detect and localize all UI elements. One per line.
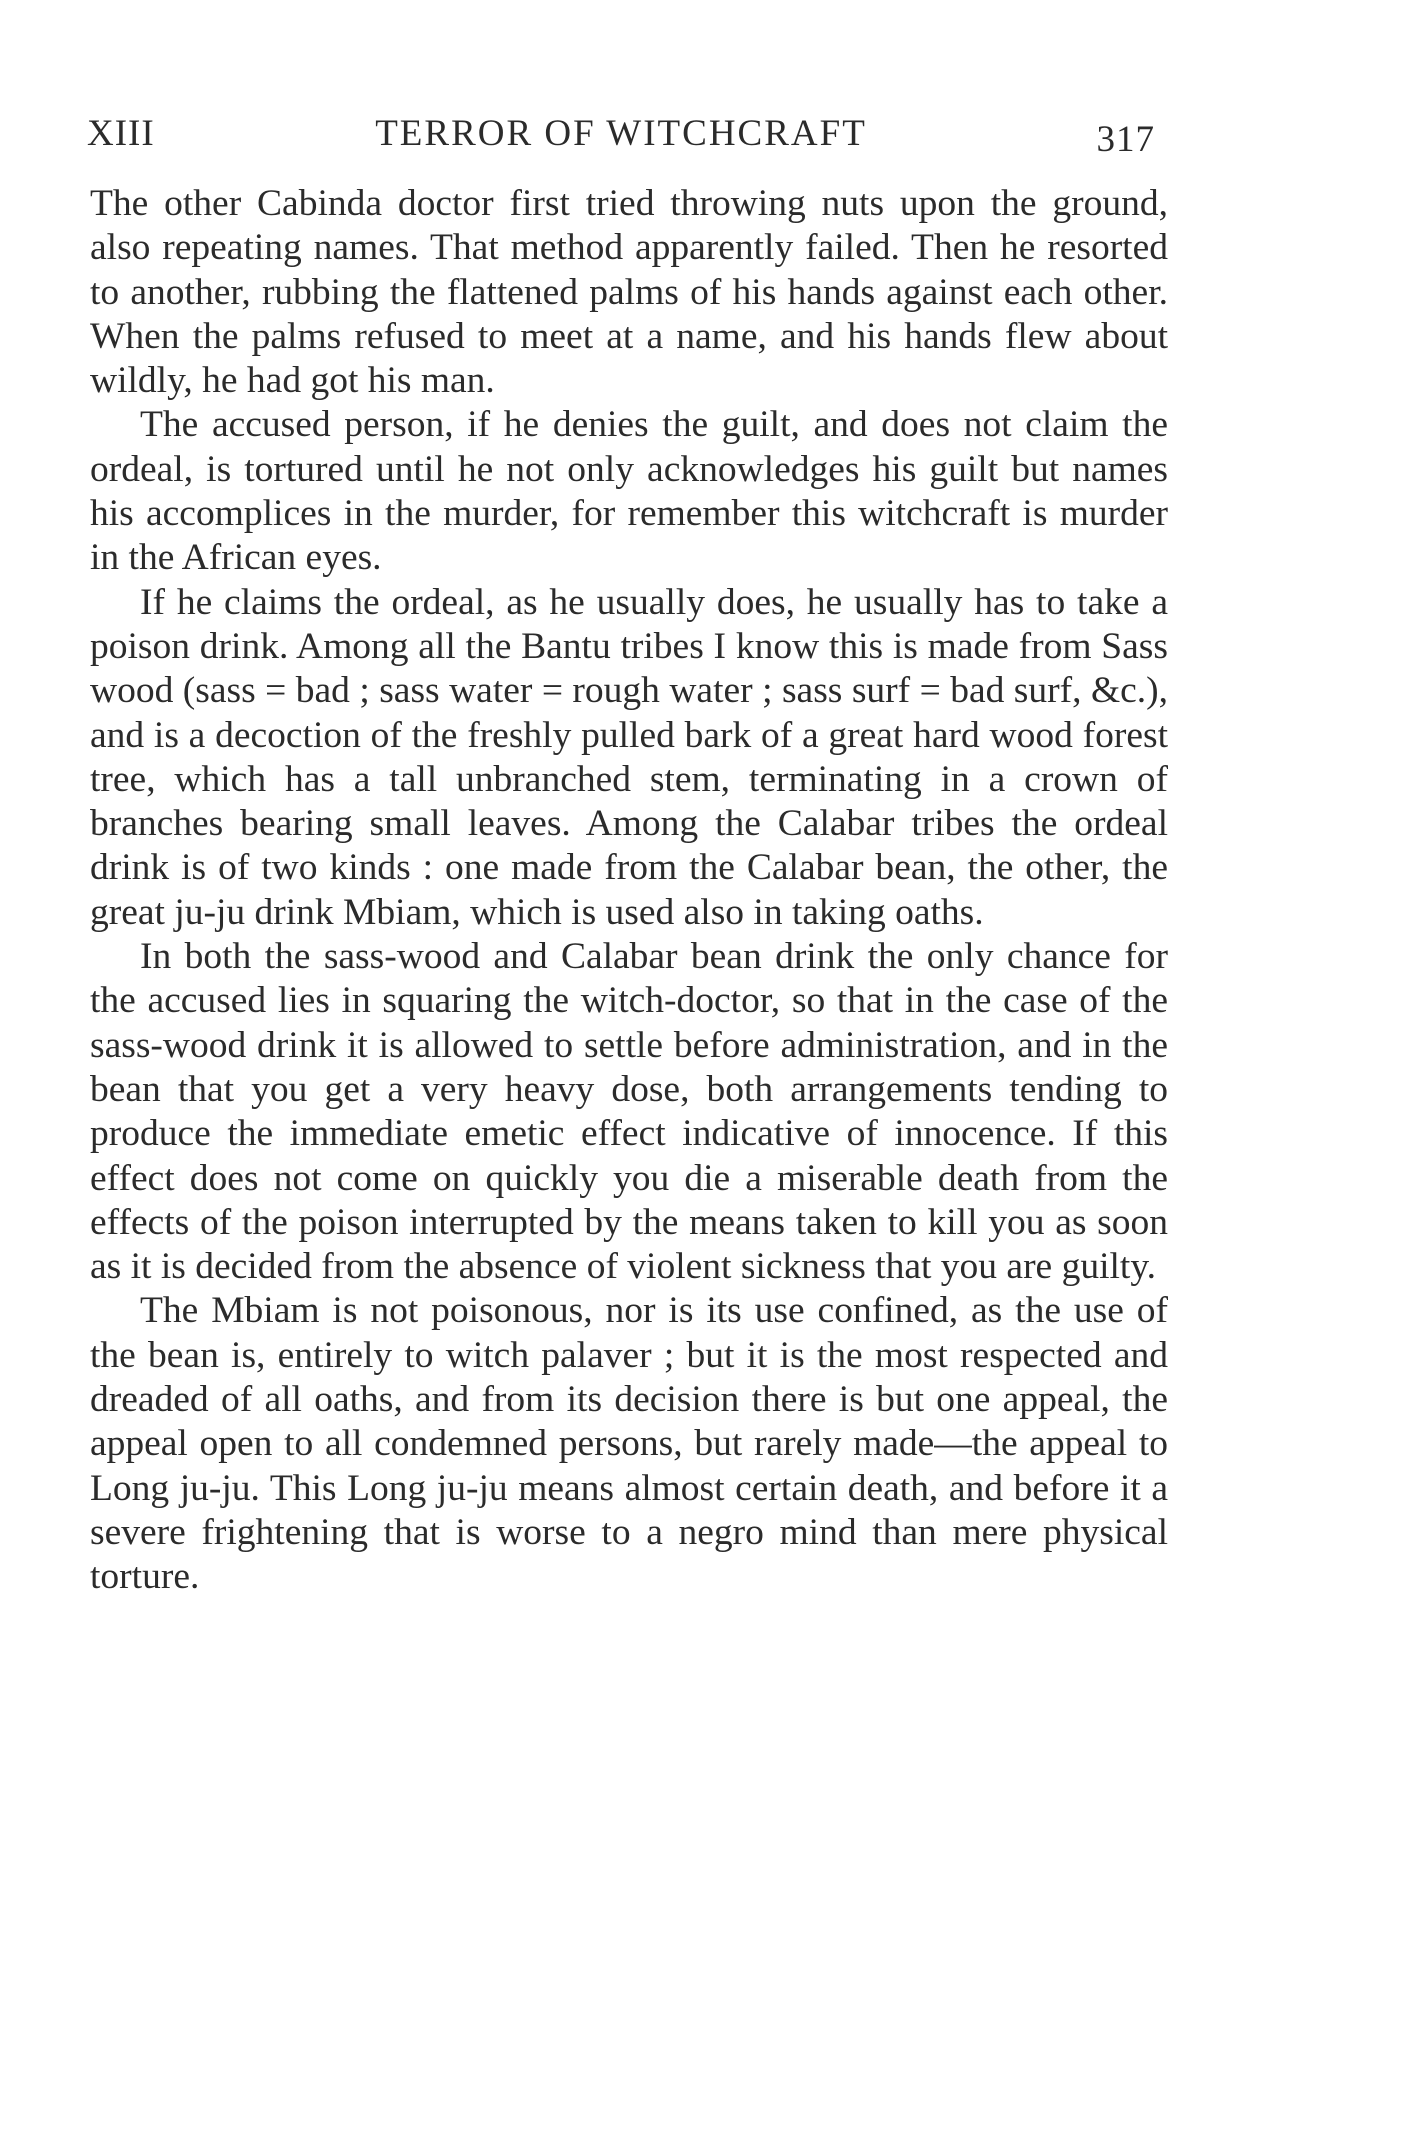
paragraph-2: The accused person, if he denies the guilt, and does not claim the ordeal, is tortured until he not only acknowledges his guilt but names his accomplices in the murder, for remember this witchcraft is murder in the African eyes. bbox=[90, 404, 1168, 579]
paragraph-3: If he claims the ordeal, as he usually does, he usually has to take a poison drink. Among all the Bantu tribes I know this is made from Sass wood (sass = bad ; sass water = rough water ; sass surf = bad surf, &c.), and is a decoction of the freshly pulled bark of a great hard wood forest tree, which has a tall unbranched stem, terminating in a crown of branches bearing small leaves. Among the Calabar tribes the ordeal drink is of two kinds : one made from the Calabar bean, the other, the great ju-ju drink Mbiam, which is used also in taking oaths. bbox=[90, 581, 1168, 933]
running-title: TERROR OF WITCHCRAFT bbox=[375, 113, 867, 154]
body-text bbox=[90, 182, 1168, 1600]
paragraph-5: The Mbiam is not poisonous, nor is its use confined, as the use of the bean is, entirely to witch palaver ; but it is the most respected and dreaded of all oaths, and from its decision there is but one appeal, the appeal open to all condemned persons, but rarely made—the appeal to Long ju-ju. This Long ju-ju means almost certain death, and before it a severe frightening that is worse to a negro mind than mere physical torture. bbox=[90, 1290, 1168, 1598]
page-number: 317 bbox=[1096, 119, 1155, 160]
paragraph-4: In both the sass-wood and Calabar bean drink the only chance for the accused lies in squaring the witch-doctor, so that in the case of the sass-wood drink it is allowed to settle before administration, and in the bean that you get a very heavy dose, both arrangements tending to produce the immediate emetic effect indicative of innocence. If this effect does not come on quickly you die a miserable death from the effects of the poison interrupted by the means taken to kill you as soon as it is decided from the absence of violent sickness that you are guilty. bbox=[90, 936, 1168, 1288]
running-head bbox=[87, 112, 1155, 162]
paragraph-1: The other Cabinda doctor first tried throwing nuts upon the ground, also repeating names. That method apparently failed. Then he resorted to another, rubbing the flattened palms of his hands against each other. When the palms refused to meet at a name, and his hands flew about wildly, he had got his man. bbox=[90, 183, 1168, 402]
chapter-number: XIII bbox=[87, 113, 155, 154]
